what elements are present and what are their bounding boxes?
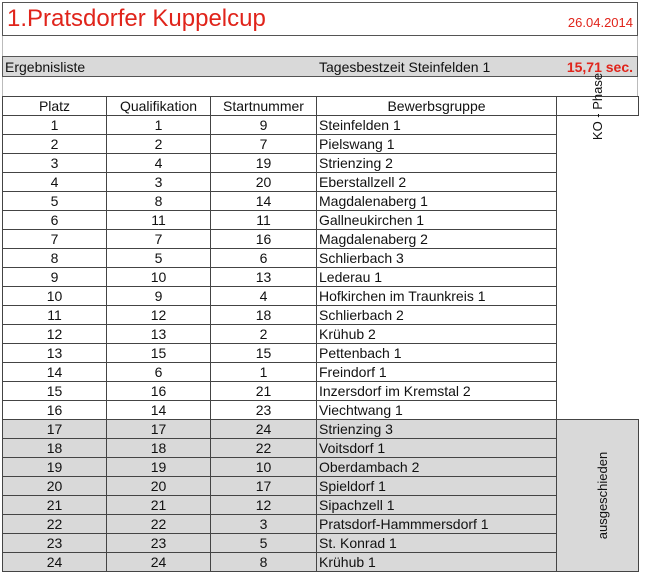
cell-platz: 7: [3, 230, 107, 249]
cell-startnummer: 3: [211, 515, 317, 534]
column-header-platz: Platz: [3, 97, 107, 116]
cell-qualifikation: 6: [107, 363, 211, 382]
cell-qualifikation: 13: [107, 325, 211, 344]
cell-bewerbsgruppe: Pratsdorf-Hammmersdorf 1: [317, 515, 557, 534]
cell-qualifikation: 4: [107, 154, 211, 173]
cell-bewerbsgruppe: Lederau 1: [317, 268, 557, 287]
cell-startnummer: 2: [211, 325, 317, 344]
cell-platz: 21: [3, 496, 107, 515]
table-row: [3, 268, 639, 287]
cell-startnummer: 11: [211, 211, 317, 230]
cell-bewerbsgruppe: St. Konrad 1: [317, 534, 557, 553]
cell-qualifikation: 16: [107, 382, 211, 401]
cell-bewerbsgruppe: Pielswang 1: [317, 135, 557, 154]
table-row: [3, 515, 639, 534]
cell-qualifikation: 9: [107, 287, 211, 306]
title-row: [2, 2, 638, 36]
table-row: [3, 116, 639, 135]
cell-startnummer: 15: [211, 344, 317, 363]
eliminated-phase-cell: [557, 420, 639, 572]
cell-qualifikation: 8: [107, 192, 211, 211]
table-row: [3, 420, 639, 439]
cell-platz: 8: [3, 249, 107, 268]
cell-qualifikation: 21: [107, 496, 211, 515]
table-row: [3, 211, 639, 230]
cell-bewerbsgruppe: Schlierbach 2: [317, 306, 557, 325]
ko-phase-cell: [557, 72, 639, 140]
cell-platz: 10: [3, 287, 107, 306]
cell-qualifikation: 1: [107, 116, 211, 135]
result-bar: [2, 56, 638, 77]
cell-bewerbsgruppe: Oberdambach 2: [317, 458, 557, 477]
cell-platz: 19: [3, 458, 107, 477]
result-list-label: Ergebnisliste: [5, 59, 86, 75]
column-header-startnummer: Startnummer: [211, 97, 317, 116]
table-row: [3, 458, 639, 477]
cell-startnummer: 16: [211, 230, 317, 249]
cell-bewerbsgruppe: Voitsdorf 1: [317, 439, 557, 458]
table-row: [3, 192, 639, 211]
table-row: [3, 154, 639, 173]
cell-qualifikation: 10: [107, 268, 211, 287]
best-time-label: Tagesbestzeit Steinfelden 1: [319, 59, 491, 75]
cell-bewerbsgruppe: Strienzing 2: [317, 154, 557, 173]
cell-qualifikation: 18: [107, 439, 211, 458]
ko-phase-label: KO - Phase: [589, 72, 605, 140]
cell-platz: 9: [3, 268, 107, 287]
cell-platz: 15: [3, 382, 107, 401]
results-table: [2, 72, 639, 572]
cell-bewerbsgruppe: Krühub 2: [317, 325, 557, 344]
table-row: [3, 363, 639, 382]
table-row: [3, 230, 639, 249]
cell-platz: 11: [3, 306, 107, 325]
table-row: [3, 496, 639, 515]
table-row: [3, 401, 639, 420]
cell-startnummer: 4: [211, 287, 317, 306]
cell-startnummer: 13: [211, 268, 317, 287]
page-title: 1.Pratsdorfer Kuppelcup: [7, 5, 266, 32]
cell-platz: 4: [3, 173, 107, 192]
cell-startnummer: 22: [211, 439, 317, 458]
cell-platz: 5: [3, 192, 107, 211]
cell-startnummer: 14: [211, 192, 317, 211]
cell-startnummer: 6: [211, 249, 317, 268]
table-row: [3, 287, 639, 306]
empty-row: [2, 36, 638, 56]
cell-platz: 13: [3, 344, 107, 363]
cell-bewerbsgruppe: Pettenbach 1: [317, 344, 557, 363]
table-row: [3, 382, 639, 401]
cell-qualifikation: 19: [107, 458, 211, 477]
cell-startnummer: 9: [211, 116, 317, 135]
cell-platz: 12: [3, 325, 107, 344]
cell-bewerbsgruppe: Gallneukirchen 1: [317, 211, 557, 230]
cell-platz: 2: [3, 135, 107, 154]
table-row: [3, 534, 639, 553]
cell-qualifikation: 15: [107, 344, 211, 363]
cell-bewerbsgruppe: Viechtwang 1: [317, 401, 557, 420]
cell-startnummer: 7: [211, 135, 317, 154]
cell-bewerbsgruppe: Strienzing 3: [317, 420, 557, 439]
cell-qualifikation: 24: [107, 553, 211, 572]
cell-startnummer: 23: [211, 401, 317, 420]
column-header-qualifikation: Qualifikation: [107, 97, 211, 116]
cell-bewerbsgruppe: Krühub 1: [317, 553, 557, 572]
cell-qualifikation: 20: [107, 477, 211, 496]
cell-platz: 16: [3, 401, 107, 420]
table-row: [3, 135, 639, 154]
empty-row: [2, 77, 638, 96]
table-row: [3, 249, 639, 268]
table-row: [3, 325, 639, 344]
cell-startnummer: 12: [211, 496, 317, 515]
cell-startnummer: 24: [211, 420, 317, 439]
column-header-bewerbsgruppe: Bewerbsgruppe: [317, 97, 557, 116]
cell-bewerbsgruppe: Inzersdorf im Kremstal 2: [317, 382, 557, 401]
cell-bewerbsgruppe: Magdalenaberg 2: [317, 230, 557, 249]
cell-qualifikation: 7: [107, 230, 211, 249]
cell-platz: 17: [3, 420, 107, 439]
cell-qualifikation: 3: [107, 173, 211, 192]
cell-startnummer: 17: [211, 477, 317, 496]
cell-bewerbsgruppe: Spieldorf 1: [317, 477, 557, 496]
cell-bewerbsgruppe: Freindorf 1: [317, 363, 557, 382]
cell-startnummer: 19: [211, 154, 317, 173]
table-row: [3, 306, 639, 325]
cell-platz: 18: [3, 439, 107, 458]
cell-platz: 24: [3, 553, 107, 572]
cell-platz: 20: [3, 477, 107, 496]
cell-qualifikation: 17: [107, 420, 211, 439]
cell-bewerbsgruppe: Steinfelden 1: [317, 116, 557, 135]
eliminated-phase-label: ausgeschieden: [595, 451, 611, 540]
cell-qualifikation: 12: [107, 306, 211, 325]
cell-platz: 1: [3, 116, 107, 135]
cell-startnummer: 18: [211, 306, 317, 325]
cell-startnummer: 1: [211, 363, 317, 382]
cell-qualifikation: 22: [107, 515, 211, 534]
cell-bewerbsgruppe: Hofkirchen im Traunkreis 1: [317, 287, 557, 306]
table-row: [3, 439, 639, 458]
cell-platz: 3: [3, 154, 107, 173]
cell-platz: 23: [3, 534, 107, 553]
table-row: [3, 553, 639, 572]
best-time-value: 15,71 sec.: [566, 59, 633, 75]
cell-platz: 6: [3, 211, 107, 230]
cell-qualifikation: 11: [107, 211, 211, 230]
cell-platz: 14: [3, 363, 107, 382]
cell-bewerbsgruppe: Eberstallzell 2: [317, 173, 557, 192]
cell-qualifikation: 14: [107, 401, 211, 420]
cell-startnummer: 20: [211, 173, 317, 192]
cell-startnummer: 8: [211, 553, 317, 572]
table-row: [3, 344, 639, 363]
cell-qualifikation: 5: [107, 249, 211, 268]
event-date: 26.04.2014: [567, 15, 633, 30]
cell-startnummer: 10: [211, 458, 317, 477]
cell-platz: 22: [3, 515, 107, 534]
cell-bewerbsgruppe: Magdalenaberg 1: [317, 192, 557, 211]
cell-qualifikation: 23: [107, 534, 211, 553]
cell-bewerbsgruppe: Sipachzell 1: [317, 496, 557, 515]
cell-startnummer: 5: [211, 534, 317, 553]
table-row: [3, 173, 639, 192]
table-header-row: [3, 97, 639, 116]
cell-bewerbsgruppe: Schlierbach 3: [317, 249, 557, 268]
cell-qualifikation: 2: [107, 135, 211, 154]
results-body: [3, 116, 639, 572]
table-row: [3, 477, 639, 496]
cell-startnummer: 21: [211, 382, 317, 401]
